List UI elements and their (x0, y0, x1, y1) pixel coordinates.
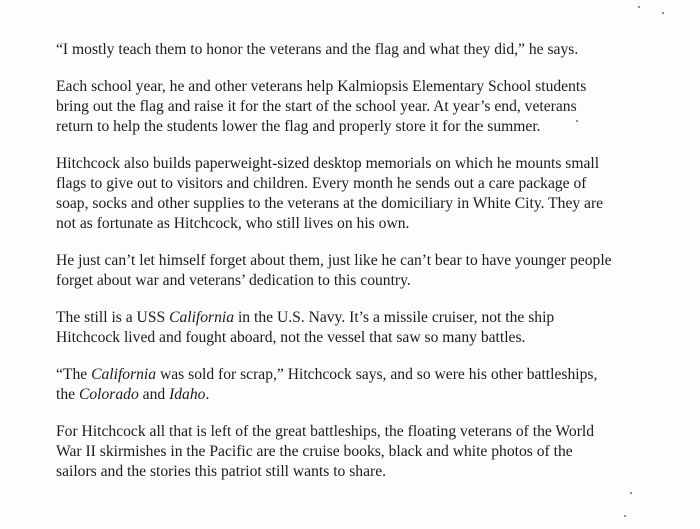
text-run: . (205, 386, 210, 403)
scan-speck (638, 6, 640, 8)
ship-name: Colorado (78, 386, 139, 403)
text-line: Hitchcock lived and fought aboard, not the vessel that saw so many battles. (56, 329, 526, 346)
text-line: sailors and the stories this patriot still wants to share. (56, 463, 387, 480)
text-run: the (56, 386, 79, 403)
text-line: bring out the flag and raise it for the start of the school year. At year’s end, veterans (56, 98, 577, 115)
scan-speck (624, 515, 626, 517)
paragraph-forget (56, 251, 646, 291)
text-run: The still is a USS (56, 309, 170, 326)
text-run: was sold for scrap,” Hitchcock says, and so were his other battleships, (156, 366, 598, 383)
paragraph-legacy (56, 422, 646, 482)
text-line: flags to give out to visitors and children. Every month he sends out a care package of (56, 175, 587, 192)
scan-speck (576, 120, 578, 122)
paragraph-memorials (56, 154, 646, 234)
ship-name: California (91, 366, 157, 383)
text-run: in the U.S. Navy. It’s a missile cruiser, not the ship (234, 309, 555, 326)
scan-speck (662, 12, 664, 14)
text-line: “I mostly teach them to honor the veterans and the flag and what they did,” he says. (56, 41, 579, 58)
paragraph-scrap (56, 365, 646, 405)
text-line: return to help the students lower the flag and properly store it for the summer. (56, 118, 541, 135)
ship-name: California (169, 309, 235, 326)
paragraph-quote (56, 40, 646, 60)
text-line: He just can’t let himself forget about them, just like he can’t bear to have younger people (56, 252, 612, 269)
text-line: forget about war and veterans’ dedication to this country. (56, 272, 411, 289)
text-line: For Hitchcock all that is left of the great battleships, the floating veterans of the World (56, 423, 595, 440)
text-line: soap, socks and other supplies to the veterans at the domiciliary in White City. They are (56, 195, 604, 212)
text-line: Hitchcock also builds paperweight-sized desktop memorials on which he mounts small (56, 155, 600, 172)
text-line: Each school year, he and other veterans help Kalmiopsis Elementary School students (56, 78, 587, 95)
ship-name: Idaho (169, 386, 206, 403)
scan-speck (630, 492, 632, 494)
article-body (56, 40, 646, 499)
text-run: “The (56, 366, 92, 383)
paragraph-school-flag (56, 77, 646, 137)
text-line: War II skirmishes in the Pacific are the cruise books, black and white photos of the (56, 443, 573, 460)
text-line: not as fortunate as Hitchcock, who still lives on his own. (56, 215, 410, 232)
text-run: and (138, 386, 170, 403)
paragraph-uss-california (56, 308, 646, 348)
